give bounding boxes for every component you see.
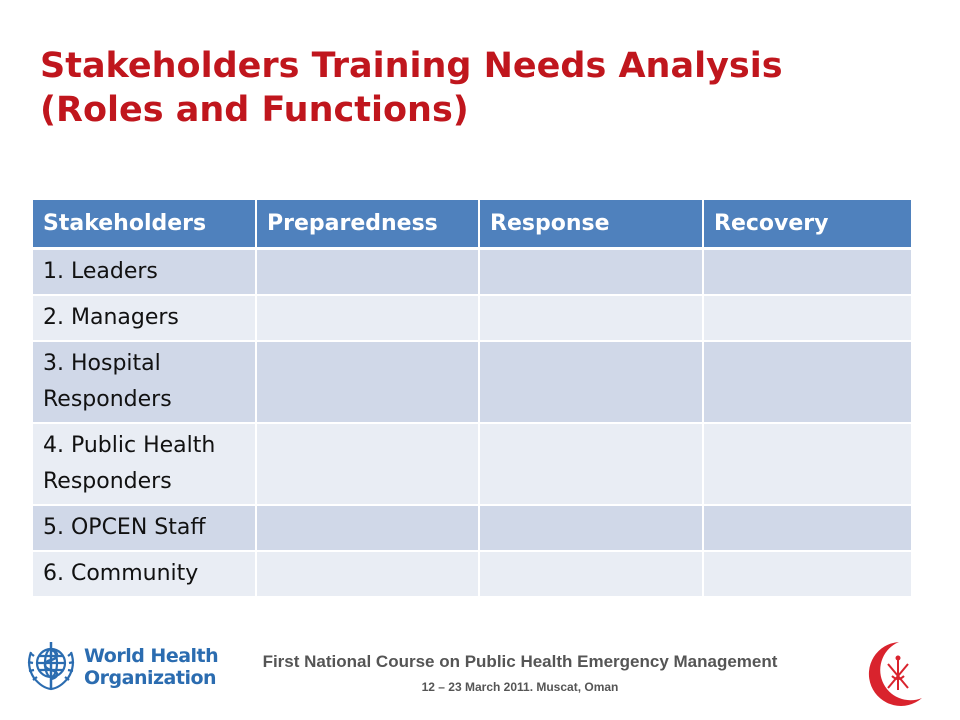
response-cell bbox=[479, 505, 703, 551]
who-logo-text bbox=[84, 645, 218, 689]
response-cell bbox=[479, 295, 703, 341]
table-row bbox=[33, 505, 912, 551]
header-stakeholders: Stakeholders bbox=[33, 200, 256, 249]
slide-title bbox=[40, 44, 920, 132]
stakeholder-cell: 2. Managers bbox=[33, 295, 256, 341]
recovery-cell bbox=[703, 341, 912, 423]
stakeholder-cell: 3. Hospital Responders bbox=[33, 341, 256, 423]
preparedness-cell bbox=[256, 551, 479, 597]
recovery-cell bbox=[703, 249, 912, 296]
preparedness-cell bbox=[256, 295, 479, 341]
response-cell bbox=[479, 341, 703, 423]
recovery-cell bbox=[703, 551, 912, 597]
table-row bbox=[33, 295, 912, 341]
response-cell bbox=[479, 551, 703, 597]
recovery-cell bbox=[703, 505, 912, 551]
stakeholder-cell: 5. OPCEN Staff bbox=[33, 505, 256, 551]
course-title: First National Course on Public Health Emergency Management bbox=[262, 652, 778, 671]
who-logo-line-2: Organization bbox=[84, 667, 217, 689]
recovery-cell bbox=[703, 423, 912, 505]
header-preparedness: Preparedness bbox=[256, 200, 479, 249]
preparedness-cell bbox=[256, 249, 479, 296]
response-cell bbox=[479, 249, 703, 296]
training-needs-table bbox=[33, 200, 913, 598]
table-row bbox=[33, 341, 912, 423]
header-recovery: Recovery bbox=[703, 200, 912, 249]
table-row bbox=[33, 551, 912, 597]
table-header-row bbox=[33, 200, 912, 249]
stakeholder-cell: 1. Leaders bbox=[33, 249, 256, 296]
table-row bbox=[33, 423, 912, 505]
slide-title-line-1: Stakeholders Training Needs Analysis bbox=[40, 46, 783, 86]
crescent-emblem-icon bbox=[852, 636, 934, 712]
table-row bbox=[33, 249, 912, 296]
preparedness-cell bbox=[256, 423, 479, 505]
header-response: Response bbox=[479, 200, 703, 249]
stakeholder-cell: 6. Community bbox=[33, 551, 256, 597]
preparedness-cell bbox=[256, 505, 479, 551]
slide-title-line-2: (Roles and Functions) bbox=[40, 90, 469, 130]
stakeholder-cell: 4. Public Health Responders bbox=[33, 423, 256, 505]
recovery-cell bbox=[703, 295, 912, 341]
who-logo-line-1: World Health bbox=[84, 645, 219, 667]
response-cell bbox=[479, 423, 703, 505]
preparedness-cell bbox=[256, 341, 479, 423]
course-dates: 12 – 23 March 2011. Muscat, Oman bbox=[421, 680, 619, 694]
